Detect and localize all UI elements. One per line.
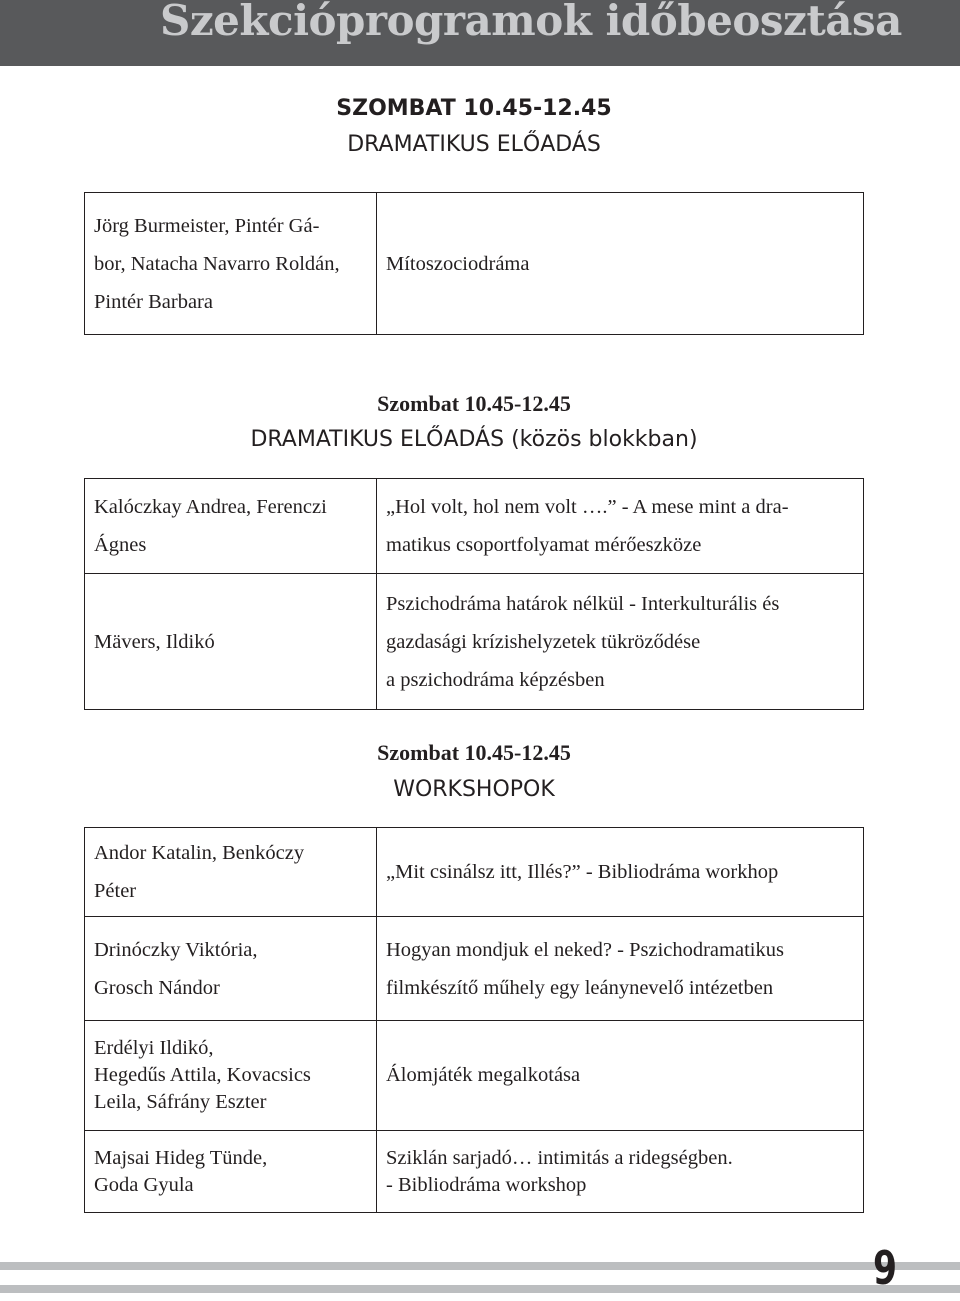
presenters-cell: Jörg Burmeister, Pintér Gá- bor, Natacha Navarro Roldán, Pintér Barbara <box>94 214 340 313</box>
presenters-cell: Erdélyi Ildikó, Hegedűs Attila, Kovacsics Leila, Sáfrány Eszter <box>94 1037 311 1113</box>
program-title-cell: „Mit csinálsz itt, Illés?” - Bibliodráma workhop <box>386 860 779 883</box>
header-banner <box>0 0 960 66</box>
presenters-cell: Mävers, Ildikó <box>94 631 215 653</box>
program-title-cell: Hogyan mondjuk el neked? - Pszichodramatikus filmkészítő műhely egy leánynevelő intézetben <box>386 938 784 999</box>
page-number: 9 <box>873 1241 898 1295</box>
column-divider <box>376 192 377 335</box>
presenters-cell: Majsai Hideg Tünde, Goda Gyula <box>94 1147 268 1196</box>
section-day-heading: Szombat 10.45-12.45 <box>377 740 571 765</box>
footer-stripe <box>0 1262 960 1270</box>
program-title-cell: „Hol volt, hol nem volt ….” - A mese mint a dra- matikus csoportfolyamat mérőeszköze <box>386 495 789 556</box>
section-type-heading: DRAMATIKUS ELŐADÁS (közös blokkban) <box>250 427 698 452</box>
footer-stripe <box>0 1285 960 1293</box>
section-day-heading: Szombat 10.45-12.45 <box>377 391 571 416</box>
program-title-cell: Mítoszociodráma <box>386 252 530 275</box>
program-title-cell: Álomjáték megalkotása <box>386 1064 581 1086</box>
program-title-cell: Pszichodráma határok nélkül - Interkulturális és gazdasági krízishelyzetek tükröződése a pszichodráma képzésben <box>386 593 780 691</box>
presenters-cell: Andor Katalin, Benkóczy Péter <box>94 841 305 902</box>
presenters-cell: Kalóczkay Andrea, Ferenczi Ágnes <box>94 495 327 556</box>
column-divider <box>376 478 377 710</box>
program-title-cell: Sziklán sarjadó… intimitás a ridegségben. - Bibliodráma workshop <box>386 1147 733 1196</box>
section-type-heading: WORKSHOPOK <box>393 777 555 802</box>
section-type-heading: DRAMATIKUS ELŐADÁS <box>347 132 601 157</box>
page-title: Szekcióprogramok időbeosztása <box>160 0 902 45</box>
section-day-heading: SZOMBAT 10.45-12.45 <box>336 96 612 121</box>
presenters-cell: Drinóczky Viktória, Grosch Nándor <box>94 938 258 999</box>
